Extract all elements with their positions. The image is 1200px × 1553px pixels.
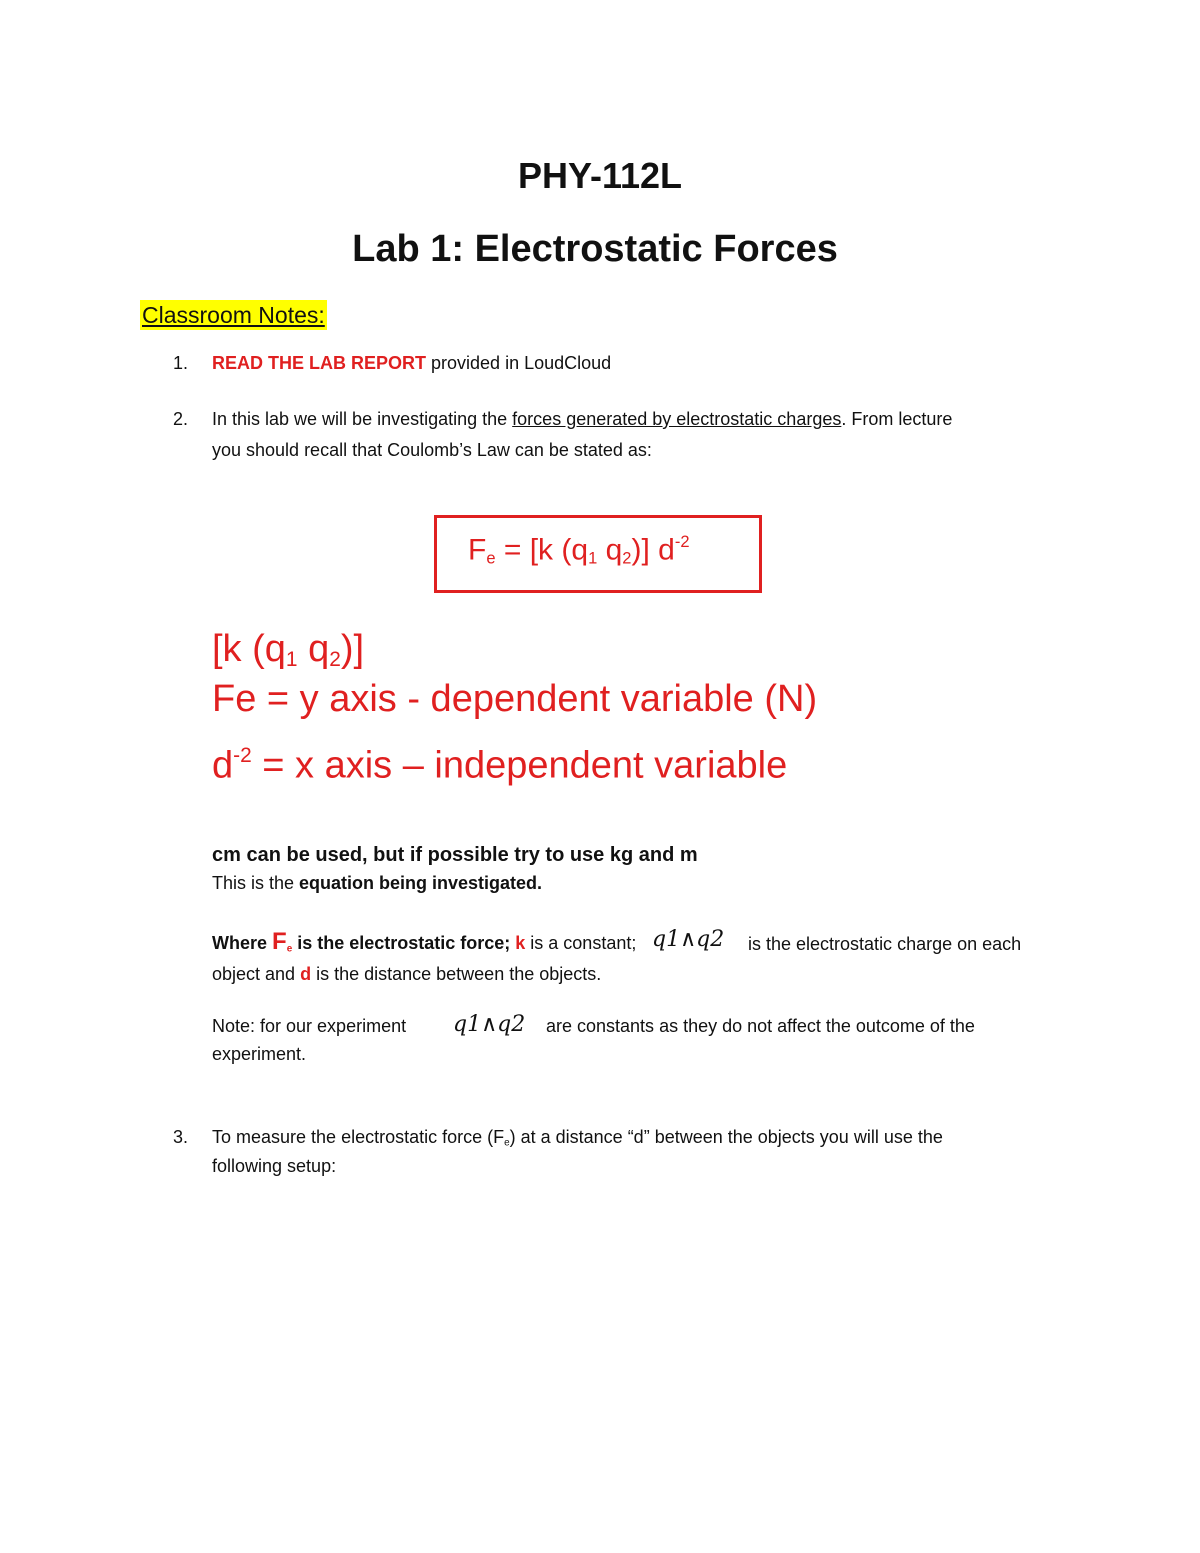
where-line xyxy=(212,928,636,963)
note-prefix: Note: for our experiment xyxy=(212,1016,407,1036)
investigated-prefix: This is the xyxy=(212,873,300,893)
item-3-sub-e: e xyxy=(504,1137,510,1149)
item-2-text xyxy=(212,405,952,433)
item-2-number: 2. xyxy=(173,409,189,429)
bn1-close: )] xyxy=(340,628,365,670)
note-math: q1∧q2 xyxy=(453,1012,526,1037)
where-is-constant: is a constant; xyxy=(525,933,637,953)
eq-sub-e: e xyxy=(486,549,496,568)
note-line2: experiment. xyxy=(212,1044,307,1064)
where-line2 xyxy=(212,960,601,988)
bn1-sub-1: 1 xyxy=(285,648,298,672)
big-note-line3 xyxy=(212,731,787,791)
eq-q-mid: q xyxy=(597,533,623,567)
where-word: Where xyxy=(212,933,273,953)
where-charge-text: is the electrostatic charge on each xyxy=(748,934,1022,954)
item-1-rest: provided in LoudCloud xyxy=(426,353,612,373)
lab-title: Lab 1: Electrostatic Forces xyxy=(352,228,838,270)
eq-close: )] d xyxy=(631,533,675,567)
item-2-underlined: forces generated by electrostatic charges xyxy=(512,409,842,429)
where-sub-e: e xyxy=(286,943,293,955)
read-lab-report: READ THE LAB REPORT xyxy=(212,353,427,373)
where-distance: is the distance between the objects. xyxy=(311,964,602,984)
eq-sub-2: 2 xyxy=(622,549,632,568)
bn3-rest: = x axis – independent variable xyxy=(251,744,788,787)
where-d: d xyxy=(300,964,312,984)
where-f: F xyxy=(272,928,287,955)
units-note: cm can be used, but if possible try to use kg and m xyxy=(212,844,698,866)
bn1-open: [k (q xyxy=(212,628,286,670)
item-2-tail: . From lecture xyxy=(841,409,953,429)
eq-sub-1: 1 xyxy=(588,549,598,568)
item-3-tail: ) at a distance “d” between the objects you will use the xyxy=(509,1127,943,1147)
where-is-force: is the electrostatic force; xyxy=(292,933,516,953)
investigated-bold: equation being investigated. xyxy=(299,873,543,893)
eq-open: = [k (q xyxy=(495,533,589,567)
note-suffix: are constants as they do not affect the outcome of the xyxy=(546,1016,975,1036)
section-heading: Classroom Notes: xyxy=(142,302,325,328)
where-k: k xyxy=(515,933,526,953)
coulomb-equation xyxy=(468,522,690,579)
where-object-and: object and xyxy=(212,964,301,984)
course-title: PHY-112L xyxy=(517,155,683,196)
item-3-line2: following setup: xyxy=(212,1156,337,1176)
item-3-lead: To measure the electrostatic force (F xyxy=(212,1127,505,1147)
investigated-line xyxy=(212,869,542,897)
bn3-exp: -2 xyxy=(233,744,252,767)
bn3-d: d xyxy=(212,744,234,787)
item-1-number: 1. xyxy=(173,353,189,373)
big-note-line2: Fe = y axis - dependent variable (N) xyxy=(212,678,818,720)
item-2-line2: you should recall that Coulomb’s Law can be stated as: xyxy=(212,440,652,460)
item-3-number: 3. xyxy=(173,1127,189,1147)
item-2-lead: In this lab we will be investigating the xyxy=(212,409,513,429)
item-1-text xyxy=(212,349,611,377)
eq-exp: -2 xyxy=(674,533,690,551)
where-charge-math: q1∧q2 xyxy=(652,927,725,952)
bn1-sub-2: 2 xyxy=(329,648,341,672)
bn1-mid: q xyxy=(297,628,330,670)
eq-f: F xyxy=(468,533,487,567)
